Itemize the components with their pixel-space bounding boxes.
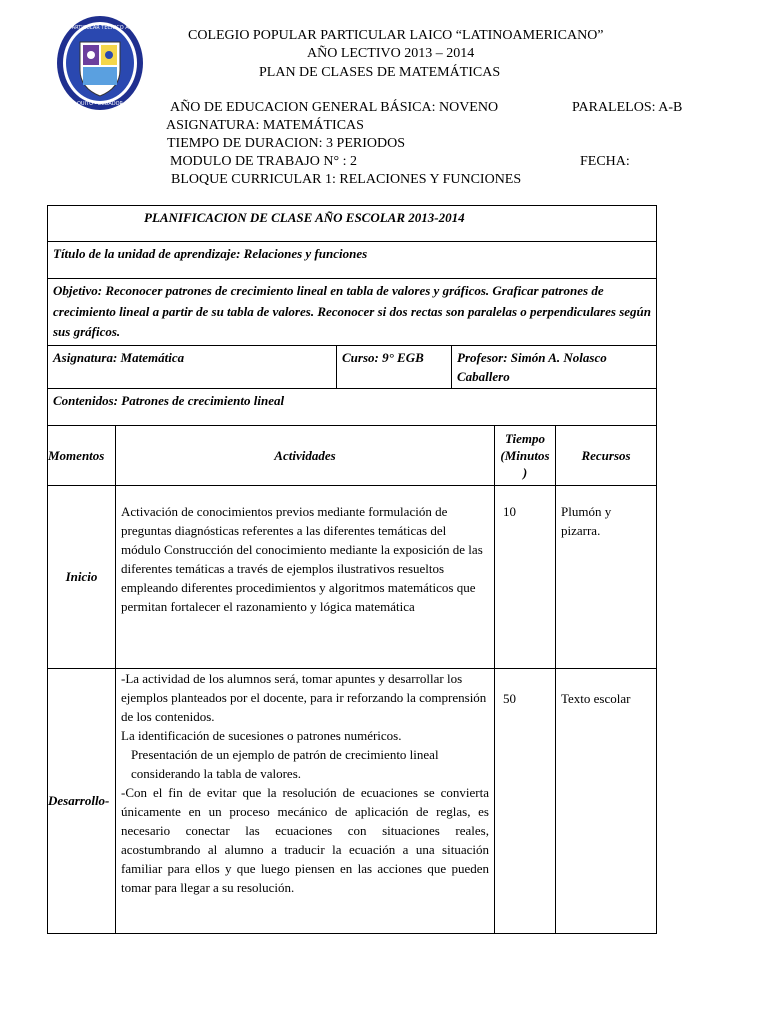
block-line: BLOQUE CURRICULAR 1: RELACIONES Y FUNCIONES [171,172,522,187]
momento-inicio: Inicio [48,485,116,668]
school-name: COLEGIO POPULAR PARTICULAR LAICO “LATINOAMERICANO” [188,28,604,43]
col-header-recursos: Recursos [556,425,657,485]
activity-paragraph: Presentación de un ejemplo de patrón de crecimiento lineal considerando la tabla de valores. [131,746,439,781]
actividades-desarrollo [116,668,495,933]
school-year: AÑO LECTIVO 2013 – 2014 [307,46,475,61]
activity-paragraph: -Con el fin de evitar que la resolución de ecuaciones se convierta únicamente en un proceso mecánico de aplicación de reglas, es necesario conectar las ecuaciones con situaciones reales, acostumbrando al alumno a traducir la ecuación a una situación familiar para ellos y que luego piensen en las acciones que pueden tomar para llegar a su resolución. [121,784,489,895]
plan-title: PLAN DE CLASES DE MATEMÁTICAS [259,65,501,80]
recursos-inicio: Plumón y pizarra. [556,485,657,668]
lesson-plan-table [47,205,657,934]
subject-line: ASIGNATURA: MATEMÁTICAS [166,118,364,133]
activity-paragraph: -La actividad de los alumnos será, tomar apuntes y desarrollar los ejemplos planteados por el docente, para ir reforzando la comprensión de los contenidos. [121,670,487,724]
col-header-tiempo: Tiempo (Minutos ) [495,425,556,485]
activity-paragraph: La identificación de sucesiones o patrones numéricos. [121,727,402,743]
col-header-momentos: Momentos [48,425,116,485]
col-header-actividades: Actividades [116,425,495,485]
logo-text-bottom: QUITO - ECUADOR [76,101,124,107]
table-row [48,668,657,933]
tiempo-desarrollo: 50 [495,668,556,933]
momento-desarrollo: Desarrollo- [48,668,116,933]
fecha-label: FECHA: [580,154,630,169]
actividades-inicio: Activación de conocimientos previos mediante formulación de preguntas diagnósticas referentes a las diferentes temáticas del módulo Construcción del conocimiento mediante la exposición de las diferentes temáticas a través de ejemplos ilustrativos resueltos empleando diferentes procedimientos y algoritmos matemáticos que permitan fortalecer el razonamiento y lógica matemática [116,485,495,668]
recursos-desarrollo: Texto escolar [556,668,657,933]
grade-line: AÑO DE EDUCACION GENERAL BÁSICA: NOVENO [170,100,499,115]
school-logo [44,14,156,112]
profesor-cell: Profesor: Simón A. Nolasco Caballero [452,345,657,388]
duration-line: TIEMPO DE DURACION: 3 PERIODOS [167,136,406,151]
table-row [48,485,657,668]
tiempo-inicio: 10 [495,485,556,668]
curso-cell: Curso: 9° EGB [337,345,452,388]
objective: Objetivo: Reconocer patrones de crecimiento lineal en tabla de valores y gráficos. Graficar patrones de crecimiento lineal a partir de su tabla de valores. Reconocer si dos rectas son paralelas o perpendiculares según sus gráficos. [48,279,657,346]
asignatura-cell: Asignatura: Matemática [48,345,337,388]
paralelos-line: PARALELOS: A-B [572,100,683,115]
logo-text-top: COLEGIO PARTICULAR TECNICO AUTONOMO [44,25,156,31]
unit-title: Título de la unidad de aprendizaje: Relaciones y funciones [48,242,657,279]
table-title: PLANIFICACION DE CLASE AÑO ESCOLAR 2013-2014 [48,206,657,242]
contenidos-cell: Contenidos: Patrones de crecimiento lineal [48,388,657,425]
module-line: MODULO DE TRABAJO N° : 2 [170,154,357,169]
